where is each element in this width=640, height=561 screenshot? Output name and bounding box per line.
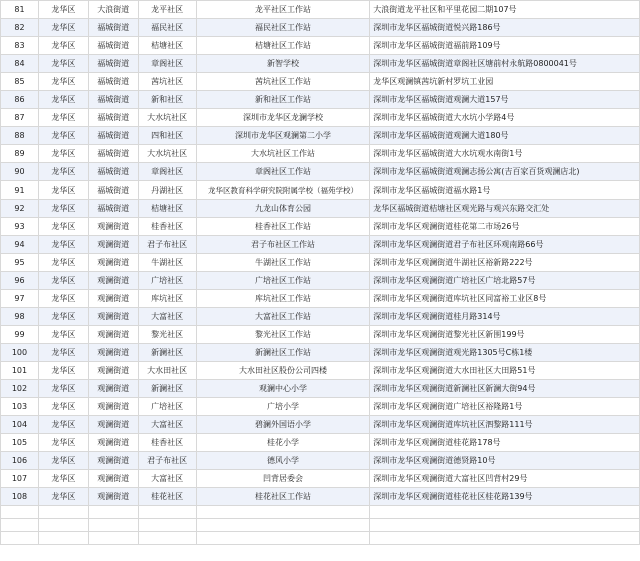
location-cell[interactable]: 凹背居委会 bbox=[196, 470, 370, 488]
row-number-cell[interactable]: 81 bbox=[1, 1, 39, 19]
community-cell[interactable]: 桂花社区 bbox=[138, 488, 196, 506]
location-cell[interactable]: 龙华区教育科学研究院附属学校（福苑学校） bbox=[196, 181, 370, 200]
address-cell[interactable]: 深圳市龙华区福城街道章阁社区塘前村永航路0800041号 bbox=[370, 55, 640, 73]
street-cell[interactable]: 福城街道 bbox=[88, 19, 138, 37]
row-number-cell[interactable]: 91 bbox=[1, 181, 39, 200]
street-cell[interactable]: 福城街道 bbox=[88, 109, 138, 127]
community-cell[interactable]: 牛湖社区 bbox=[138, 254, 196, 272]
district-cell[interactable]: 龙华区 bbox=[38, 434, 88, 452]
row-number-cell[interactable]: 105 bbox=[1, 434, 39, 452]
community-cell[interactable]: 新澜社区 bbox=[138, 344, 196, 362]
community-cell[interactable]: 大富社区 bbox=[138, 308, 196, 326]
table-row[interactable] bbox=[1, 488, 640, 506]
table-row[interactable] bbox=[1, 362, 640, 380]
district-cell[interactable]: 龙华区 bbox=[38, 55, 88, 73]
table-row[interactable] bbox=[1, 19, 640, 37]
street-cell[interactable]: 福城街道 bbox=[88, 73, 138, 91]
table-row[interactable] bbox=[1, 109, 640, 127]
table-row[interactable] bbox=[1, 127, 640, 145]
street-cell[interactable]: 福城街道 bbox=[88, 181, 138, 200]
row-number-cell[interactable]: 94 bbox=[1, 236, 39, 254]
row-number-cell[interactable]: 93 bbox=[1, 218, 39, 236]
location-cell[interactable]: 新澜社区工作站 bbox=[196, 344, 370, 362]
street-cell[interactable]: 观澜街道 bbox=[88, 308, 138, 326]
street-cell[interactable]: 观澜街道 bbox=[88, 362, 138, 380]
district-cell[interactable]: 龙华区 bbox=[38, 19, 88, 37]
empty-cell[interactable] bbox=[1, 532, 39, 545]
row-number-cell[interactable]: 103 bbox=[1, 398, 39, 416]
street-cell[interactable]: 观澜街道 bbox=[88, 290, 138, 308]
location-cell[interactable]: 龙平社区工作站 bbox=[196, 1, 370, 19]
address-cell[interactable]: 深圳市龙华区观澜街道黎光社区新围199号 bbox=[370, 326, 640, 344]
table-body bbox=[1, 1, 640, 545]
empty-cell[interactable] bbox=[88, 519, 138, 532]
street-cell[interactable]: 观澜街道 bbox=[88, 488, 138, 506]
district-cell[interactable]: 龙华区 bbox=[38, 200, 88, 218]
table-row[interactable] bbox=[1, 380, 640, 398]
community-cell[interactable]: 广培社区 bbox=[138, 398, 196, 416]
address-cell[interactable]: 深圳市龙华区福城街道大水坑小学路4号 bbox=[370, 109, 640, 127]
row-number-cell[interactable]: 87 bbox=[1, 109, 39, 127]
street-cell[interactable]: 观澜街道 bbox=[88, 344, 138, 362]
district-cell[interactable]: 龙华区 bbox=[38, 236, 88, 254]
location-cell[interactable]: 广培小学 bbox=[196, 398, 370, 416]
address-cell[interactable]: 深圳市龙华区观澜街道新澜社区新澜大街94号 bbox=[370, 380, 640, 398]
district-cell[interactable]: 龙华区 bbox=[38, 37, 88, 55]
district-cell[interactable]: 龙华区 bbox=[38, 109, 88, 127]
empty-row[interactable] bbox=[1, 506, 640, 519]
table-row[interactable] bbox=[1, 416, 640, 434]
district-cell[interactable]: 龙华区 bbox=[38, 218, 88, 236]
community-cell[interactable]: 章阁社区 bbox=[138, 163, 196, 181]
location-cell[interactable]: 观澜中心小学 bbox=[196, 380, 370, 398]
community-cell[interactable]: 四和社区 bbox=[138, 127, 196, 145]
location-cell[interactable]: 广培社区工作站 bbox=[196, 272, 370, 290]
location-cell[interactable]: 君子布社区工作站 bbox=[196, 236, 370, 254]
street-cell[interactable]: 福城街道 bbox=[88, 163, 138, 181]
address-cell[interactable]: 深圳市龙华区福城街道福前路109号 bbox=[370, 37, 640, 55]
location-cell[interactable]: 福民社区工作站 bbox=[196, 19, 370, 37]
address-cell[interactable]: 深圳市龙华区观澜街道德贤路10号 bbox=[370, 452, 640, 470]
district-cell[interactable]: 龙华区 bbox=[38, 290, 88, 308]
community-cell[interactable]: 桂香社区 bbox=[138, 218, 196, 236]
district-cell[interactable]: 龙华区 bbox=[38, 145, 88, 163]
table-row[interactable] bbox=[1, 73, 640, 91]
community-cell[interactable]: 大富社区 bbox=[138, 470, 196, 488]
district-cell[interactable]: 龙华区 bbox=[38, 1, 88, 19]
community-cell[interactable]: 库坑社区 bbox=[138, 290, 196, 308]
street-cell[interactable]: 福城街道 bbox=[88, 127, 138, 145]
district-cell[interactable]: 龙华区 bbox=[38, 73, 88, 91]
location-cell[interactable]: 德风小学 bbox=[196, 452, 370, 470]
location-cell[interactable]: 新智学校 bbox=[196, 55, 370, 73]
street-cell[interactable]: 观澜街道 bbox=[88, 380, 138, 398]
empty-cell[interactable] bbox=[196, 506, 370, 519]
location-cell[interactable]: 桂香社区工作站 bbox=[196, 218, 370, 236]
row-number-cell[interactable]: 85 bbox=[1, 73, 39, 91]
row-number-cell[interactable]: 92 bbox=[1, 200, 39, 218]
address-cell[interactable]: 深圳市龙华区福城街道福水路1号 bbox=[370, 181, 640, 200]
table-row[interactable] bbox=[1, 434, 640, 452]
street-cell[interactable]: 观澜街道 bbox=[88, 326, 138, 344]
table-row[interactable] bbox=[1, 145, 640, 163]
location-cell[interactable]: 大富社区工作站 bbox=[196, 308, 370, 326]
address-cell[interactable]: 深圳市龙华区观澜街道桂花社区桂花路139号 bbox=[370, 488, 640, 506]
district-cell[interactable]: 龙华区 bbox=[38, 181, 88, 200]
district-cell[interactable]: 龙华区 bbox=[38, 254, 88, 272]
address-cell[interactable]: 深圳市龙华区福城街道观澜大道180号 bbox=[370, 127, 640, 145]
address-cell[interactable]: 深圳市龙华区观澜街道牛湖社区裕新路222号 bbox=[370, 254, 640, 272]
row-number-cell[interactable]: 84 bbox=[1, 55, 39, 73]
location-cell[interactable]: 大水田社区股份公司四楼 bbox=[196, 362, 370, 380]
table-row[interactable] bbox=[1, 163, 640, 181]
address-cell[interactable]: 龙华区福城街道桔塘社区观光路与观兴东路交汇处 bbox=[370, 200, 640, 218]
address-cell[interactable]: 深圳市龙华区福城街道观澜志扬公寓(吉百家百货观澜店北) bbox=[370, 163, 640, 181]
community-cell[interactable]: 新澜社区 bbox=[138, 380, 196, 398]
empty-cell[interactable] bbox=[88, 532, 138, 545]
street-cell[interactable]: 大浪街道 bbox=[88, 1, 138, 19]
street-cell[interactable]: 观澜街道 bbox=[88, 398, 138, 416]
community-cell[interactable]: 大富社区 bbox=[138, 416, 196, 434]
street-cell[interactable]: 观澜街道 bbox=[88, 434, 138, 452]
table-row[interactable] bbox=[1, 218, 640, 236]
street-cell[interactable]: 福城街道 bbox=[88, 91, 138, 109]
address-cell[interactable]: 深圳市龙华区观澜街道君子布社区环观南路66号 bbox=[370, 236, 640, 254]
community-cell[interactable]: 龙平社区 bbox=[138, 1, 196, 19]
location-cell[interactable]: 牛湖社区工作站 bbox=[196, 254, 370, 272]
row-number-cell[interactable]: 90 bbox=[1, 163, 39, 181]
community-cell[interactable]: 茜坑社区 bbox=[138, 73, 196, 91]
community-cell[interactable]: 丹湖社区 bbox=[138, 181, 196, 200]
address-cell[interactable]: 深圳市龙华区观澜街道桂月路314号 bbox=[370, 308, 640, 326]
row-number-cell[interactable]: 95 bbox=[1, 254, 39, 272]
address-cell[interactable]: 深圳市龙华区观澜街道桂花路178号 bbox=[370, 434, 640, 452]
community-cell[interactable]: 福民社区 bbox=[138, 19, 196, 37]
location-cell[interactable]: 桂花社区工作站 bbox=[196, 488, 370, 506]
location-cell[interactable]: 九龙山体育公园 bbox=[196, 200, 370, 218]
community-cell[interactable]: 桂香社区 bbox=[138, 434, 196, 452]
location-cell[interactable]: 黎光社区工作站 bbox=[196, 326, 370, 344]
row-number-cell[interactable]: 88 bbox=[1, 127, 39, 145]
district-cell[interactable]: 龙华区 bbox=[38, 326, 88, 344]
empty-row[interactable] bbox=[1, 532, 640, 545]
community-cell[interactable]: 大水坑社区 bbox=[138, 145, 196, 163]
empty-cell[interactable] bbox=[196, 519, 370, 532]
district-cell[interactable]: 龙华区 bbox=[38, 308, 88, 326]
street-cell[interactable]: 观澜街道 bbox=[88, 236, 138, 254]
location-cell[interactable]: 大水坑社区工作站 bbox=[196, 145, 370, 163]
street-cell[interactable]: 观澜街道 bbox=[88, 272, 138, 290]
table-row[interactable] bbox=[1, 181, 640, 200]
district-cell[interactable]: 龙华区 bbox=[38, 91, 88, 109]
street-cell[interactable]: 福城街道 bbox=[88, 55, 138, 73]
row-number-cell[interactable]: 96 bbox=[1, 272, 39, 290]
address-cell[interactable]: 深圳市龙华区观澜街道广培社区裕隆路1号 bbox=[370, 398, 640, 416]
district-cell[interactable]: 龙华区 bbox=[38, 488, 88, 506]
location-cell[interactable]: 新和社区工作站 bbox=[196, 91, 370, 109]
district-cell[interactable]: 龙华区 bbox=[38, 452, 88, 470]
location-cell[interactable]: 碧澜外国语小学 bbox=[196, 416, 370, 434]
district-cell[interactable]: 龙华区 bbox=[38, 344, 88, 362]
table-row[interactable] bbox=[1, 200, 640, 218]
row-number-cell[interactable]: 107 bbox=[1, 470, 39, 488]
district-cell[interactable]: 龙华区 bbox=[38, 272, 88, 290]
empty-cell[interactable] bbox=[1, 519, 39, 532]
row-number-cell[interactable]: 97 bbox=[1, 290, 39, 308]
empty-cell[interactable] bbox=[138, 532, 196, 545]
empty-cell[interactable] bbox=[138, 506, 196, 519]
community-cell[interactable]: 黎光社区 bbox=[138, 326, 196, 344]
table-row[interactable] bbox=[1, 272, 640, 290]
address-cell[interactable]: 深圳市龙华区观澜街道大富社区凹背村29号 bbox=[370, 470, 640, 488]
community-cell[interactable]: 桔塘社区 bbox=[138, 37, 196, 55]
community-cell[interactable]: 新和社区 bbox=[138, 91, 196, 109]
table-row[interactable] bbox=[1, 398, 640, 416]
location-cell[interactable]: 库坑社区工作站 bbox=[196, 290, 370, 308]
address-cell[interactable]: 深圳市龙华区观澜街道桂花第二市场26号 bbox=[370, 218, 640, 236]
empty-cell[interactable] bbox=[196, 532, 370, 545]
row-number-cell[interactable]: 82 bbox=[1, 19, 39, 37]
location-cell[interactable]: 深圳市龙华区龙澜学校 bbox=[196, 109, 370, 127]
row-number-cell[interactable]: 106 bbox=[1, 452, 39, 470]
community-cell[interactable]: 大水田社区 bbox=[138, 362, 196, 380]
empty-cell[interactable] bbox=[370, 532, 640, 545]
row-number-cell[interactable]: 89 bbox=[1, 145, 39, 163]
row-number-cell[interactable]: 104 bbox=[1, 416, 39, 434]
address-cell[interactable]: 深圳市龙华区福城街道观澜大道157号 bbox=[370, 91, 640, 109]
street-cell[interactable]: 观澜街道 bbox=[88, 254, 138, 272]
district-cell[interactable]: 龙华区 bbox=[38, 127, 88, 145]
address-cell[interactable]: 深圳市龙华区观澜街道库坑社区泗黎路111号 bbox=[370, 416, 640, 434]
community-cell[interactable]: 章阁社区 bbox=[138, 55, 196, 73]
street-cell[interactable]: 观澜街道 bbox=[88, 470, 138, 488]
street-cell[interactable]: 观澜街道 bbox=[88, 218, 138, 236]
location-cell[interactable]: 桔塘社区工作站 bbox=[196, 37, 370, 55]
row-number-cell[interactable]: 100 bbox=[1, 344, 39, 362]
address-cell[interactable]: 深圳市龙华区福城街道大水坑观水南街1号 bbox=[370, 145, 640, 163]
location-cell[interactable]: 深圳市龙华区观澜第二小学 bbox=[196, 127, 370, 145]
row-number-cell[interactable]: 101 bbox=[1, 362, 39, 380]
district-cell[interactable]: 龙华区 bbox=[38, 470, 88, 488]
row-number-cell[interactable]: 83 bbox=[1, 37, 39, 55]
address-cell[interactable]: 大浪街道龙平社区和平里花园二期107号 bbox=[370, 1, 640, 19]
location-cell[interactable]: 桂花小学 bbox=[196, 434, 370, 452]
community-cell[interactable]: 桔塘社区 bbox=[138, 200, 196, 218]
location-cell[interactable]: 茜坑社区工作站 bbox=[196, 73, 370, 91]
address-cell[interactable]: 龙华区观澜镇茜坑新村罗坑工业园 bbox=[370, 73, 640, 91]
table-row[interactable] bbox=[1, 236, 640, 254]
row-number-cell[interactable]: 102 bbox=[1, 380, 39, 398]
table-row[interactable] bbox=[1, 55, 640, 73]
district-cell[interactable]: 龙华区 bbox=[38, 163, 88, 181]
empty-cell[interactable] bbox=[1, 506, 39, 519]
address-cell[interactable]: 深圳市龙华区福城街道悦兴路186号 bbox=[370, 19, 640, 37]
row-number-cell[interactable]: 108 bbox=[1, 488, 39, 506]
street-cell[interactable]: 观澜街道 bbox=[88, 416, 138, 434]
street-cell[interactable]: 福城街道 bbox=[88, 200, 138, 218]
address-cell[interactable]: 深圳市龙华区观澜街道广培社区广培北路57号 bbox=[370, 272, 640, 290]
district-cell[interactable]: 龙华区 bbox=[38, 398, 88, 416]
district-cell[interactable]: 龙华区 bbox=[38, 362, 88, 380]
table-row[interactable] bbox=[1, 290, 640, 308]
community-cell[interactable]: 大水坑社区 bbox=[138, 109, 196, 127]
row-number-cell[interactable]: 98 bbox=[1, 308, 39, 326]
row-number-cell[interactable]: 86 bbox=[1, 91, 39, 109]
empty-cell[interactable] bbox=[370, 506, 640, 519]
table-row[interactable] bbox=[1, 254, 640, 272]
address-cell[interactable]: 深圳市龙华区观澜街道库坑社区同富裕工业区8号 bbox=[370, 290, 640, 308]
address-cell[interactable]: 深圳市龙华区观澜街道观光路1305号C栋1楼 bbox=[370, 344, 640, 362]
table-row[interactable] bbox=[1, 452, 640, 470]
table-row[interactable] bbox=[1, 308, 640, 326]
street-cell[interactable]: 观澜街道 bbox=[88, 452, 138, 470]
location-cell[interactable]: 章阁社区工作站 bbox=[196, 163, 370, 181]
table-row[interactable] bbox=[1, 1, 640, 19]
table-row[interactable] bbox=[1, 326, 640, 344]
empty-row[interactable] bbox=[1, 519, 640, 532]
empty-cell[interactable] bbox=[88, 506, 138, 519]
table-row[interactable] bbox=[1, 37, 640, 55]
street-cell[interactable]: 福城街道 bbox=[88, 37, 138, 55]
community-cell[interactable]: 广培社区 bbox=[138, 272, 196, 290]
table-row[interactable] bbox=[1, 470, 640, 488]
street-cell[interactable]: 福城街道 bbox=[88, 145, 138, 163]
empty-cell[interactable] bbox=[38, 532, 88, 545]
empty-cell[interactable] bbox=[38, 506, 88, 519]
district-cell[interactable]: 龙华区 bbox=[38, 380, 88, 398]
empty-cell[interactable] bbox=[38, 519, 88, 532]
empty-cell[interactable] bbox=[138, 519, 196, 532]
empty-cell[interactable] bbox=[370, 519, 640, 532]
district-cell[interactable]: 龙华区 bbox=[38, 416, 88, 434]
table-row[interactable] bbox=[1, 91, 640, 109]
community-cell[interactable]: 君子布社区 bbox=[138, 236, 196, 254]
table-row[interactable] bbox=[1, 344, 640, 362]
row-number-cell[interactable]: 99 bbox=[1, 326, 39, 344]
address-cell[interactable]: 深圳市龙华区观澜街道大水田社区大田路51号 bbox=[370, 362, 640, 380]
community-cell[interactable]: 君子布社区 bbox=[138, 452, 196, 470]
